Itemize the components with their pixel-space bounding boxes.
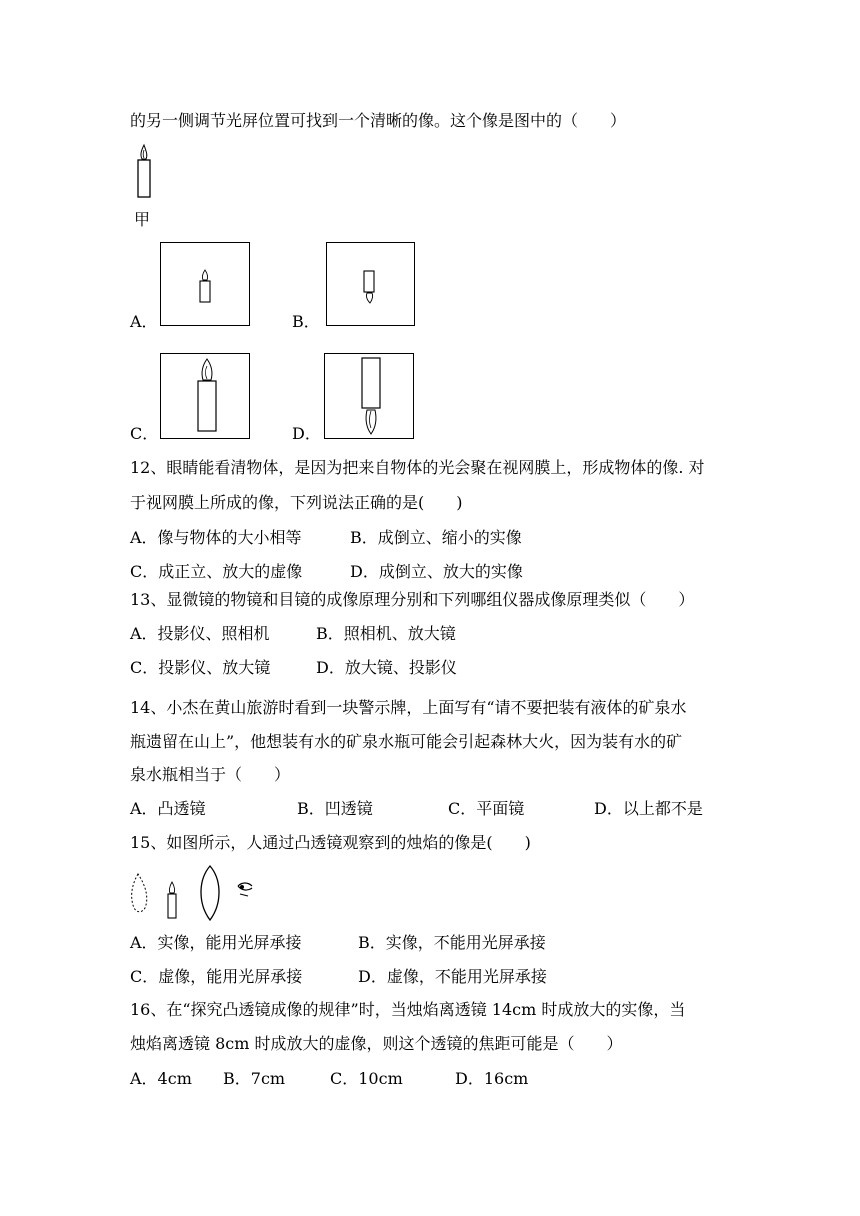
q11-option-b-box[interactable] <box>326 242 415 326</box>
q15-option-a[interactable]: A．实像，能用光屏承接 <box>130 933 302 952</box>
q11-option-b-label[interactable]: B． <box>292 312 320 331</box>
small-candle <box>168 882 176 918</box>
q14-option-d[interactable]: D．以上都不是 <box>594 799 703 818</box>
q14-option-b[interactable]: B．凹透镜 <box>297 799 373 818</box>
convex-lens <box>201 866 219 920</box>
q11-option-d-label[interactable]: D． <box>292 424 321 443</box>
q14-option-a[interactable]: A．凸透镜 <box>130 799 206 818</box>
q15-option-d[interactable]: D．虚像，不能用光屏承接 <box>358 967 547 986</box>
q13-option-d[interactable]: D．放大镜、投影仪 <box>316 658 457 677</box>
candle-upright-small <box>197 269 213 305</box>
q15-option-b[interactable]: B．实像，不能用光屏承接 <box>358 933 546 952</box>
figure-label-jia: 甲 <box>134 210 151 229</box>
q11-option-c-label[interactable]: C． <box>130 424 159 443</box>
q15-stem-line1: 15、如图所示，人通过凸透镜观察到的烛焰的像是( ) <box>130 833 531 852</box>
q13-option-a[interactable]: A．投影仪、照相机 <box>130 624 270 643</box>
candle-figure-jia <box>134 143 154 199</box>
q13-stem-line1: 13、显微镜的物镜和目镜的成像原理分别和下列哪组仪器成像原理类似（ ） <box>130 590 695 609</box>
q11-option-a-label[interactable]: A． <box>130 312 158 331</box>
q16-stem-line1: 16、在“探究凸透镜成像的规律”时，当烛焰离透镜 14cm 时成放大的实像，当 <box>130 1000 686 1019</box>
q11-text: 的另一侧调节光屏位置可找到一个清晰的像。这个像是图中的（ ） <box>130 111 627 130</box>
q13-option-b[interactable]: B．照相机、放大镜 <box>316 624 456 643</box>
q16-option-b[interactable]: B．7cm <box>223 1069 286 1088</box>
q14-stem-line3: 泉水瓶相当于（ ） <box>130 765 291 784</box>
q16-option-a[interactable]: A．4cm <box>130 1069 192 1088</box>
q15-option-c[interactable]: C．虚像，能用光屏承接 <box>130 967 303 986</box>
q11-option-d-box[interactable] <box>324 353 414 439</box>
candle-upright-large <box>195 358 219 434</box>
virtual-image-flame <box>132 874 147 912</box>
q12-option-d[interactable]: D．成倒立、放大的实像 <box>350 562 523 581</box>
q14-option-c[interactable]: C．平面镜 <box>448 799 525 818</box>
q12-option-b[interactable]: B．成倒立、缩小的实像 <box>350 528 522 547</box>
q12-stem-line2: 于视网膜上所成的像，下列说法正确的是( ) <box>130 493 463 512</box>
q14-stem-line1: 14、小杰在黄山旅游时看到一块警示牌，上面写有“请不要把装有液体的矿泉水 <box>130 698 687 717</box>
q16-option-d[interactable]: D．16cm <box>455 1069 529 1088</box>
eye-icon <box>238 883 252 896</box>
q14-stem-line2: 瓶遗留在山上”，他想装有水的矿泉水瓶可能会引起森林大火，因为装有水的矿 <box>130 732 683 751</box>
q11-option-a-box[interactable] <box>160 242 250 326</box>
q11-option-c-box[interactable] <box>160 353 250 439</box>
candle-inverted-large <box>359 356 383 436</box>
q16-stem-line2: 烛焰离透镜 8cm 时成放大的虚像，则这个透镜的焦距可能是（ ） <box>130 1034 623 1053</box>
convex-lens-diagram <box>128 864 268 924</box>
q13-option-c[interactable]: C．投影仪、放大镜 <box>130 658 271 677</box>
q12-option-a[interactable]: A．像与物体的大小相等 <box>130 528 302 547</box>
q12-stem-line1: 12、眼睛能看清物体，是因为把来自物体的光会聚在视网膜上，形成物体的像. 对 <box>130 458 705 477</box>
q12-option-c[interactable]: C．成正立、放大的虚像 <box>130 562 303 581</box>
q16-option-c[interactable]: C．10cm <box>330 1069 403 1088</box>
candle-inverted-small <box>361 269 379 305</box>
